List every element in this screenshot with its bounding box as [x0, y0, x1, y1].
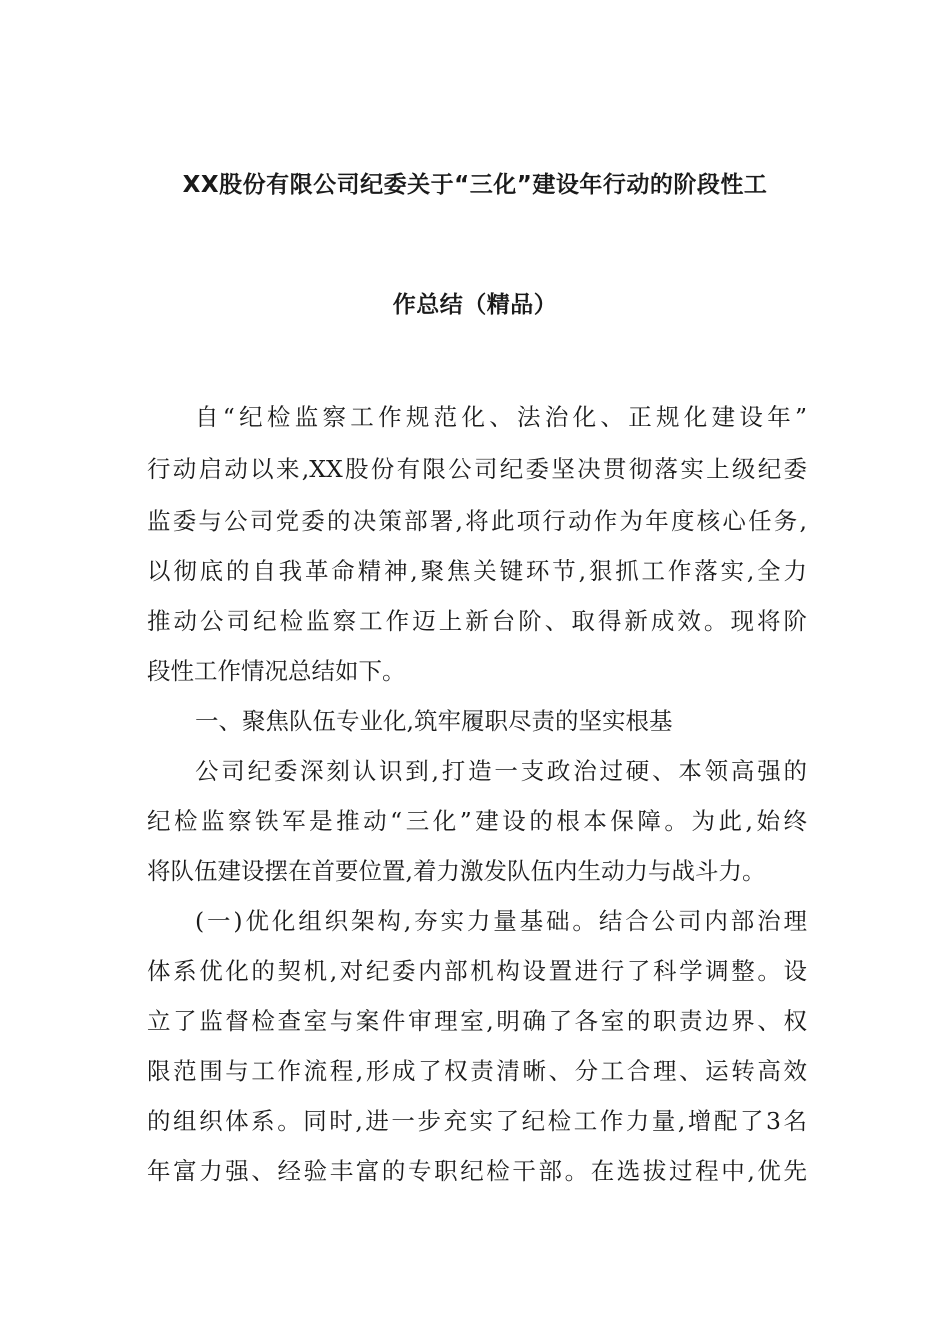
paragraph-line: 年富力强、经验丰富的专职纪检干部。在选拔过程中,优先 [147, 1157, 807, 1185]
paragraph-line: (一)优化组织架构,夯实力量基础。结合公司内部治理 [195, 907, 807, 935]
paragraph-line: 公司纪委深刻认识到,打造一支政治过硬、本领高强的 [195, 757, 807, 785]
paragraph-line: 限范围与工作流程,形成了权责清晰、分工合理、运转高效 [147, 1057, 807, 1085]
paragraph-line: 以彻底的自我革命精神,聚焦关键环节,狠抓工作落实,全力 [147, 557, 807, 585]
document-title-line-2: 作总结（精品） [392, 292, 558, 318]
paragraph-line: 监委与公司党委的决策部署,将此项行动作为年度核心任务, [147, 507, 807, 535]
paragraph-line: 立了监督检查室与案件审理室,明确了各室的职责边界、权 [147, 1007, 807, 1035]
paragraph-line: 将队伍建设摆在首要位置,着力激发队伍内生动力与战斗力。 [147, 857, 766, 885]
section-heading: 一、聚焦队伍专业化,筑牢履职尽责的坚实根基 [195, 707, 673, 735]
paragraph-line: 的组织体系。同时,进一步充实了纪检工作力量,增配了3名 [147, 1107, 807, 1135]
paragraph-line: 自“纪检监察工作规范化、法治化、正规化建设年” [195, 403, 807, 431]
paragraph-line: 纪检监察铁军是推动“三化”建设的根本保障。为此,始终 [147, 807, 807, 835]
paragraph-line: 体系优化的契机,对纪委内部机构设置进行了科学调整。设 [147, 957, 807, 985]
document-title-line-1: XX股份有限公司纪委关于“三化”建设年行动的阶段性工 [182, 172, 768, 198]
paragraph-line: 段性工作情况总结如下。 [147, 657, 406, 685]
paragraph-line: 行动启动以来,XX股份有限公司纪委坚决贯彻落实上级纪委 [147, 455, 807, 483]
paragraph-line: 推动公司纪检监察工作迈上新台阶、取得新成效。现将阶 [147, 607, 807, 635]
